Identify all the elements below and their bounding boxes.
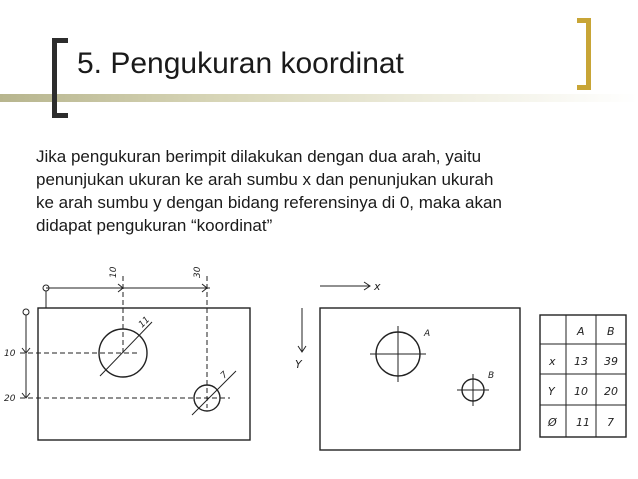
table-row-label: x xyxy=(549,355,556,368)
origin-mark-left xyxy=(23,309,29,315)
hole-b-label: B xyxy=(488,371,495,381)
body-line: penunjukan ukuran ke arah sumbu x dan penunjukan ukurah xyxy=(36,170,494,189)
table-cell: 11 xyxy=(576,416,590,429)
hole-b-diameter-label: 7 xyxy=(219,369,231,382)
top-dim-label-1: 10 xyxy=(109,266,119,278)
title-underline-band xyxy=(0,94,638,102)
x-axis-label: x xyxy=(374,280,381,293)
table-row-label: Ø xyxy=(548,416,557,429)
top-dim-label-2: 30 xyxy=(193,266,203,278)
table-header-cell: A xyxy=(577,325,585,338)
coordinate-drawing xyxy=(290,272,525,472)
body-line: Jika pengukuran berimpit dilakukan dengan dua arah, yaitu xyxy=(36,147,482,166)
hole-a-leader xyxy=(100,322,152,376)
table-cell: 39 xyxy=(604,355,618,368)
coordinate-table xyxy=(536,313,630,440)
slide-title: 5. Pengukuran koordinat xyxy=(77,47,404,80)
coordinate-table-grid xyxy=(536,313,630,440)
bracket-left-decoration xyxy=(52,38,68,118)
body-line: didapat pengukuran “koordinat” xyxy=(36,216,273,235)
body-paragraph xyxy=(36,145,626,237)
table-header-cell: B xyxy=(607,325,615,338)
bracket-right-decoration xyxy=(577,18,591,90)
table-cell: 7 xyxy=(607,416,614,429)
figure-dimensioned-plate xyxy=(0,258,260,458)
left-dim-label-1: 10 xyxy=(4,349,16,359)
table-row-label: Y xyxy=(548,385,555,398)
y-axis-label: Y xyxy=(295,358,302,371)
body-line: ke arah sumbu y dengan bidang referensinya di 0, maka akan xyxy=(36,193,502,212)
figure-coordinate-plate xyxy=(290,272,525,472)
hole-a-diameter-label: 11 xyxy=(137,314,153,331)
left-dim-label-2: 20 xyxy=(4,394,16,404)
plate-drawing xyxy=(0,258,260,458)
table-cell: 10 xyxy=(574,385,588,398)
table-cell: 20 xyxy=(604,385,618,398)
table-cell: 13 xyxy=(574,355,588,368)
hole-a-label: A xyxy=(424,329,431,339)
